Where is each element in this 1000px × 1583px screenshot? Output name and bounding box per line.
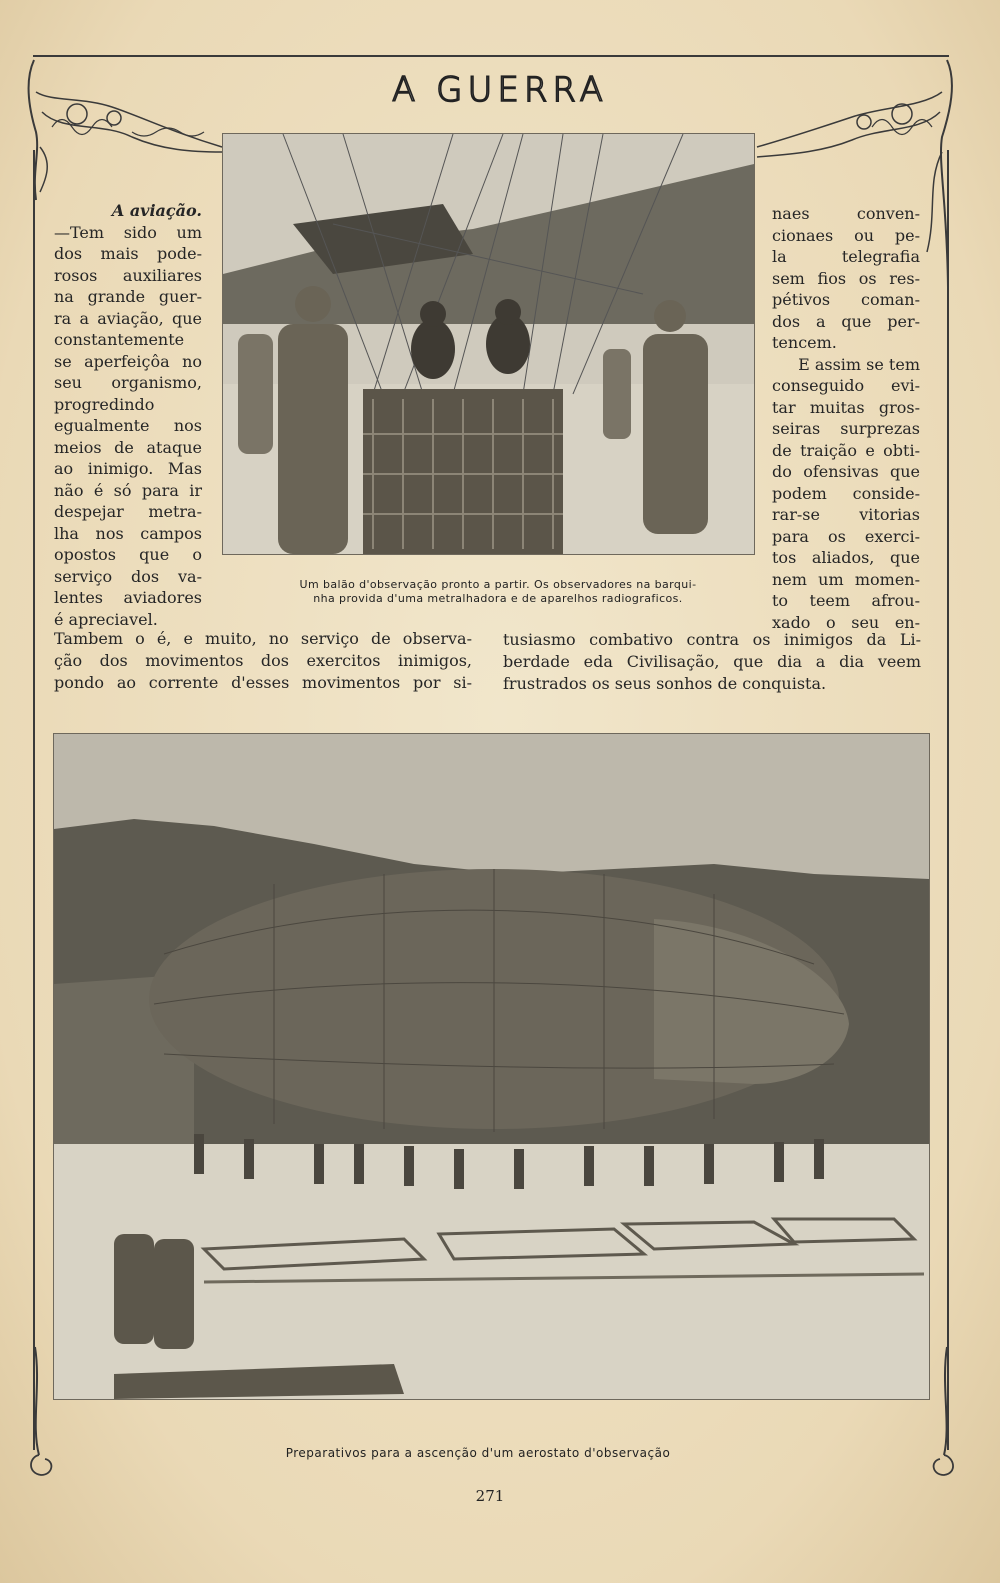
ornament-top-left-icon [22,52,232,202]
right-line: tos aliados, que [772,548,920,567]
left-line: rosos auxiliares [54,265,202,285]
top-caption-line-2: nha provida d'uma metralhadora e de aparelhos radiograficos. [313,592,683,605]
right-line: conseguido evi- [772,376,920,395]
article-bottom-left [54,628,472,694]
bottom-right-line: frustrados os seus sonhos de conquista. [503,674,827,693]
left-line: ra a aviação, que [54,308,202,328]
right-line: nem um momen- [772,569,920,589]
bottom-right-line: berdade eda Civilisação, que dia a dia veem [503,652,921,671]
page-number: 271 [475,1487,505,1505]
left-line: se aperfeiçôa no [54,351,202,371]
right-line: tar muitas gros- [772,397,920,417]
left-line: opostos que o [54,545,202,564]
bottom-left-line: Tambem o é, e muito, no serviço de observa- [54,629,472,648]
top-caption-line-1: Um balão d'observação pronto a partir. Os observadores na barqui- [299,578,697,591]
bottom-left-line: ção dos movimentos dos exercitos inimigos, [54,651,472,670]
left-line: dos mais pode- [54,244,202,263]
article-left-column [54,200,202,630]
right-line: sem fios os res- [772,268,920,288]
left-line: ao inimigo. Mas [54,459,202,478]
aerostat-preparation-photo [53,733,930,1400]
right-line: naes conven- [772,204,920,223]
right-line: dos a que per- [772,311,920,331]
bottom-left-line: pondo ao corrente d'esses movimentos por si- [54,673,472,692]
frame-left-border [33,150,35,1450]
right-line: xado o seu en- [772,612,920,632]
left-line: serviço dos va- [54,566,202,586]
right-line: podem conside- [772,483,920,503]
right-line: para os exerci- [772,526,920,546]
page-title: A GUERRA [392,70,608,110]
left-line: progredindo [54,394,155,414]
right-line: tencem. [772,333,837,352]
bottom-right-line: tusiasmo combativo contra os inimigos da Li- [503,630,921,649]
article-bottom-right [503,629,921,695]
left-line: lha nos campos [54,523,202,543]
right-line: seiras surprezas [772,419,920,438]
article-right-column [772,203,920,633]
left-line: —Tem sido um [54,222,202,242]
top-photo-caption [228,578,768,606]
left-line: despejar metra- [54,502,202,521]
left-line: seu organismo, [54,373,202,392]
bottom-photo-caption: Preparativos para a ascenção d'um aerostato d'observação [285,1446,671,1460]
right-line: rar-se vitorias [772,505,920,524]
left-line: não é só para ir [54,480,202,500]
left-line: constantemente [54,330,185,349]
left-line: na grande guer- [54,287,202,306]
left-line: é apreciavel. [54,609,158,629]
right-line: la telegrafia [772,247,920,266]
frame-right-border [947,150,949,1450]
observation-balloon-photo [222,133,755,555]
left-line: egualmente nos [54,416,202,435]
right-line: E assim se tem [798,354,920,374]
right-line: de traição e obti- [772,440,920,460]
left-line: meios de ataque [54,437,202,457]
right-line: to teem afrou- [772,591,920,610]
right-line: do ofensivas que [772,462,920,481]
right-line: cionaes ou pe- [772,225,920,245]
left-line: lentes aviadores [54,588,202,607]
right-line: pétivos coman- [772,290,920,309]
article-heading: A aviação. [111,201,202,220]
